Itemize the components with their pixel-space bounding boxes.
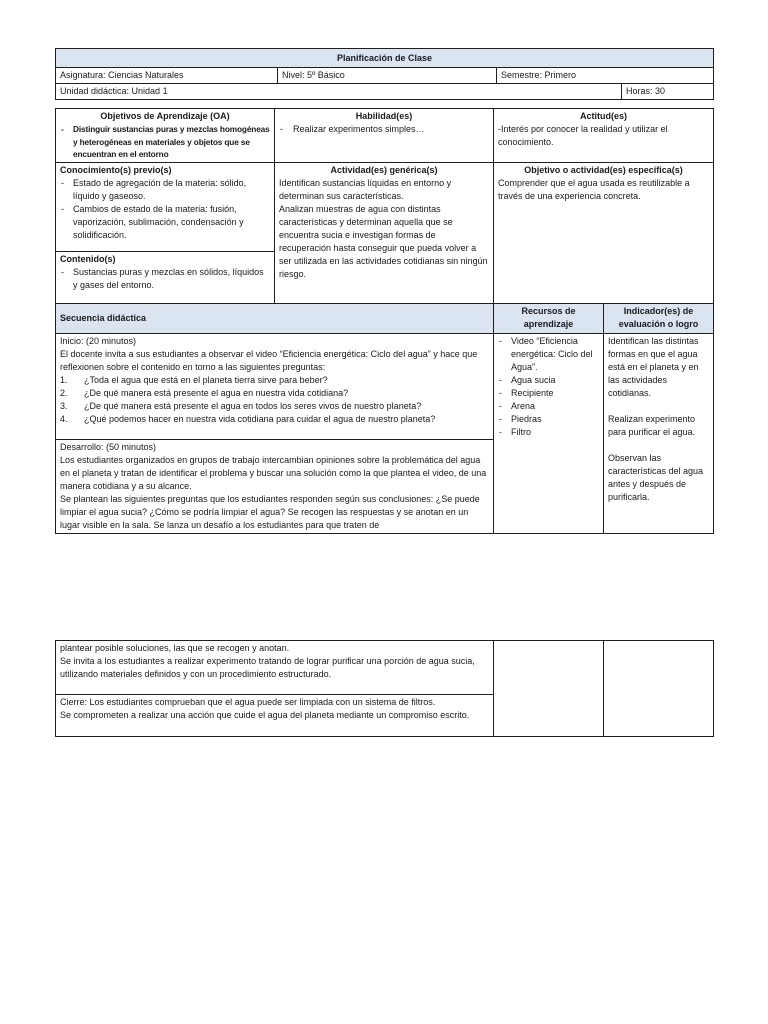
recursos-list <box>498 335 599 439</box>
recurso-item: - Piedras <box>498 413 599 426</box>
header-table-wrap <box>55 48 713 100</box>
actitud-text: -Interés por conocer la realidad y utilizar el conocimiento. <box>498 124 668 147</box>
conocimiento-cell <box>56 162 275 251</box>
recurso-item: - Video “Eficiencia energética: Ciclo del Agua”. <box>498 335 599 374</box>
nivel-cell: Nivel: 5º Básico <box>278 68 497 84</box>
desarrollo-title: Desarrollo: (50 minutos) <box>60 441 157 452</box>
recurso-item: - Recipiente <box>498 387 599 400</box>
actividad-generica-cell <box>275 162 494 303</box>
oa-list <box>60 123 270 161</box>
conocimiento-item: - Cambios de estado de la materia: fusión, vaporización, sublimación, condensación y solidificación. <box>60 203 270 242</box>
recursos-cell <box>494 333 604 533</box>
indicador-cell <box>604 333 714 533</box>
actitud-cell <box>494 109 714 163</box>
contenido-cell <box>56 251 275 303</box>
question-item: 4. ¿Qué podemos hacer en nuestra vida cotidiana para cuidar el agua de nuestro planeta? <box>60 413 436 424</box>
conocimiento-item: - Estado de agregación de la materia: sólido, líquido y gaseoso. <box>60 177 270 203</box>
recursos-header: Recursos de aprendizaje <box>494 303 604 333</box>
question-item: 2. ¿De qué manera está presente el agua en nuestra vida cotidiana? <box>60 387 349 398</box>
indicador-empty-cell <box>604 641 714 737</box>
indicador-header: Indicador(es) de evaluación o logro <box>604 303 714 333</box>
oa-header: Objetivos de Aprendizaje (OA) <box>100 111 230 121</box>
objetivo-especifico-cell <box>494 162 714 303</box>
conocimiento-header: Conocimiento(s) previo(s) <box>60 164 172 175</box>
recursos-empty-cell <box>494 641 604 737</box>
habilidad-cell <box>275 109 494 163</box>
recurso-item: - Agua sucia <box>498 374 599 387</box>
semestre-cell: Semestre: Primero <box>497 68 714 84</box>
contenido-list <box>60 266 270 292</box>
header-table <box>55 48 714 100</box>
conocimiento-list <box>60 177 270 242</box>
plan-title: Planificación de Clase <box>56 49 714 68</box>
plan-table-wrap <box>55 108 713 534</box>
desarrollo-cell <box>56 439 494 533</box>
oa-item: - Distinguir sustancias puras y mezclas homogéneas y heterogéneas en materiales y objetos que se encuentran en el entorno <box>60 123 270 161</box>
habilidad-header: Habilidad(es) <box>355 111 413 121</box>
inicio-cell <box>56 333 494 439</box>
indicador-text: Identifican las distintas formas en que el agua está en el planeta y en las actividades cotidianas. Realizan experimento para purificar el agua. Observan las características del agua antes y después de purificarla. <box>608 335 704 502</box>
recurso-item: - Arena <box>498 400 599 413</box>
inicio-text: El docente invita a sus estudiantes a observar el video “Eficiencia energética: Ciclo del agua” y hace que reflexionen sobre el contenido en torno a las siguientes preguntas: <box>60 348 478 372</box>
objetivo-especifico-text: Comprender que el agua usada es reutilizable a través de una experiencia concreta. <box>498 177 690 201</box>
contenido-header: Contenido(s) <box>60 253 116 264</box>
objetivo-especifico-header: Objetivo o actividad(es) específica(s) <box>524 164 683 175</box>
plan-table <box>55 108 714 534</box>
question-item: 3. ¿De qué manera está presente el agua en todos los seres vivos de nuestro planeta? <box>60 400 422 411</box>
habilidad-list <box>279 123 489 136</box>
continuation-table-wrap <box>55 640 713 737</box>
question-item: 1. ¿Toda el agua que está en el planeta tierra sirve para beber? <box>60 374 328 385</box>
desarrollo-text: Los estudiantes organizados en grupos de trabajo intercambian opiniones sobre la problemática del agua en el planeta y tratan de identificar el problema y buscar una solución como la que plantea el video, de una manera cotidiana y a su alcance. Se plantean las siguientes preguntas que los estudiantes responden según sus conclusiones: ¿Se puede limpiar el agua sucia? ¿Cómo se podría limpiar el agua? Se recogen las respuestas y se anotan en un lugar visible en la sala. Se lanza un desafío a los estudiantes para que traten de <box>60 454 487 530</box>
actitud-header: Actitud(es) <box>580 111 627 121</box>
asignatura-cell: Asignatura: Ciencias Naturales <box>56 68 278 84</box>
question-list <box>60 374 489 426</box>
inicio-title: Inicio: (20 minutos) <box>60 335 137 346</box>
secuencia-header: Secuencia didáctica <box>56 303 494 333</box>
recurso-item: - Filtro <box>498 426 599 439</box>
continuation-table <box>55 640 714 737</box>
oa-cell <box>56 109 275 163</box>
unidad-cell: Unidad didáctica: Unidad 1 <box>56 84 622 100</box>
actividad-generica-header: Actividad(es) genérica(s) <box>330 164 438 175</box>
contenido-item: - Sustancias puras y mezclas en sólidos, líquidos y gases del entorno. <box>60 266 270 292</box>
horas-cell: Horas: 30 <box>622 84 714 100</box>
cierre-cell: Cierre: Los estudiantes comprueban que el agua puede ser limpiada con un sistema de filtros. Se comprometen a realizar una acción que cuide el agua del planeta mediante un compromiso escrito. <box>56 695 494 737</box>
actividad-generica-text: Identifican sustancias líquidas en entorno y determinan sus características. Analizan muestras de agua con distintas características y determinan aquella que se encuentra sucia e investigan formas de recuperación hasta conseguir que pueda volver a ser utilizada en las actividades cotidianas sin ningún riesgo. <box>279 177 488 279</box>
habilidad-item: - Realizar experimentos simples… <box>279 123 489 136</box>
desarrollo-continuation: plantear posible soluciones, las que se recogen y anotan. Se invita a los estudiantes a realizar experimento tratando de lograr purificar una porción de agua sucia, utilizando materiales definidos y con un procedimiento estructurado. <box>56 641 494 695</box>
